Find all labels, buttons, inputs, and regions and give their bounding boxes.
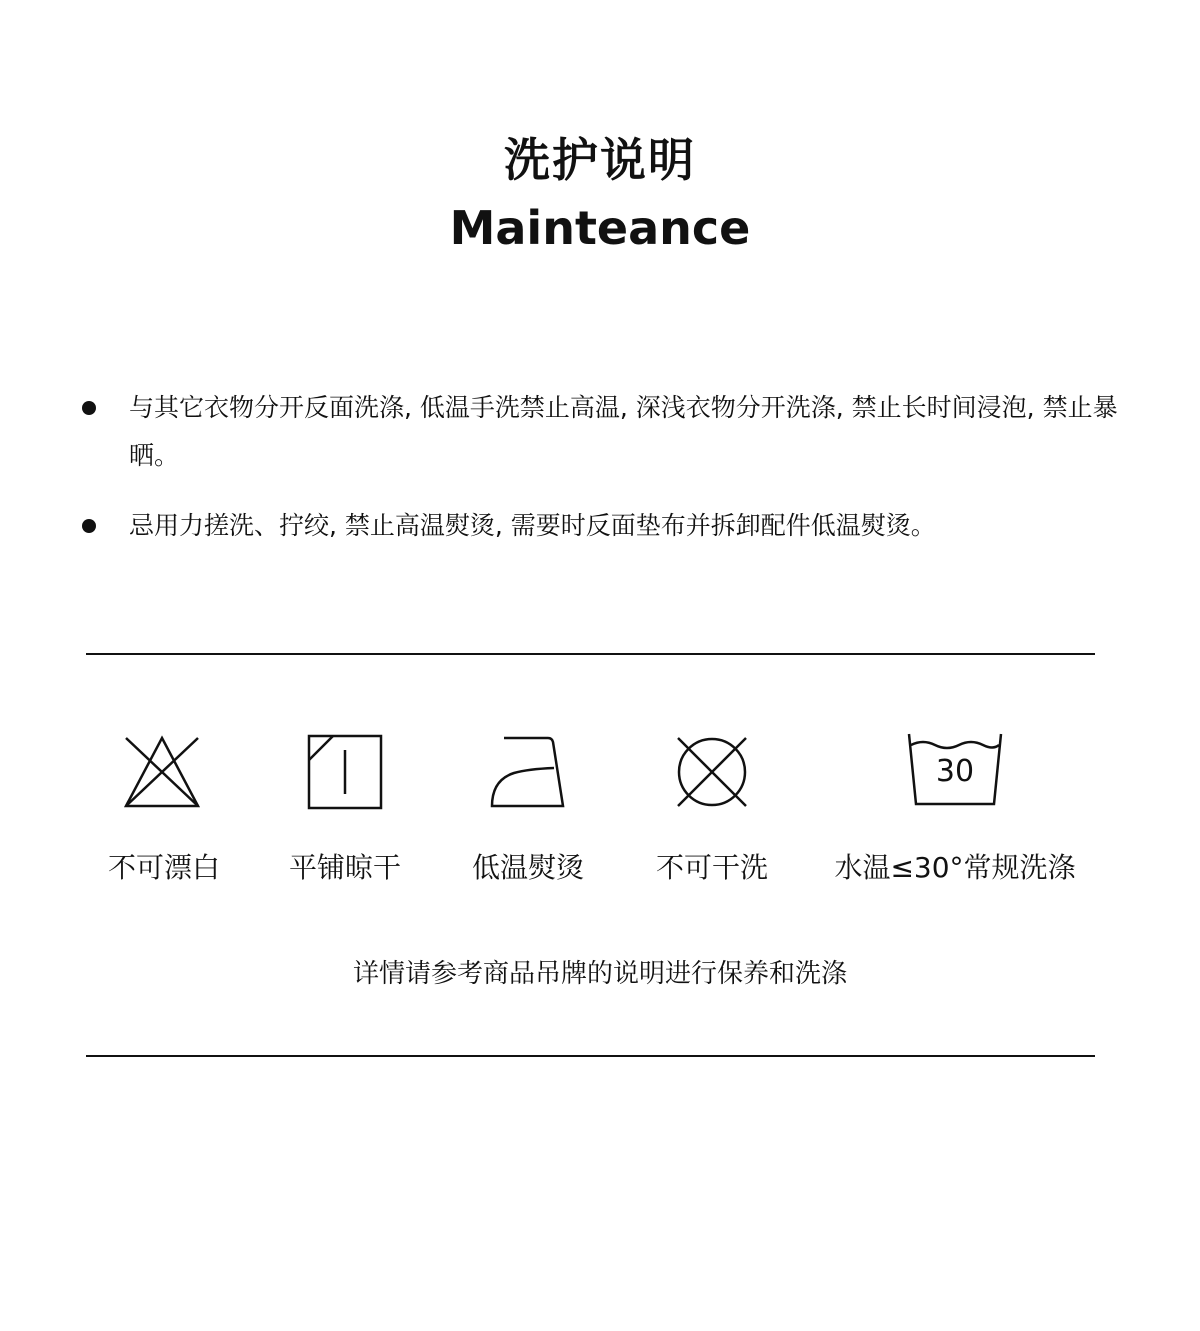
- wash-temperature-label: 30: [935, 754, 975, 789]
- bullet-dot-icon: [82, 401, 96, 415]
- page-title-cn: 洗护说明: [504, 133, 696, 187]
- low-heat-iron-icon: [488, 728, 568, 816]
- wash-30-icon: [904, 728, 1006, 816]
- no-bleach-icon: [120, 728, 204, 816]
- care-label-no-dry-clean: 不可干洗: [655, 851, 768, 884]
- instruction-text: 与其它衣物分开反面洗涤, 低温手洗禁止高温, 深浅衣物分开洗涤, 禁止长时间浸泡, 禁止暴晒。: [129, 393, 1118, 470]
- care-label-wash-30: 水温≤30°常规洗涤: [834, 851, 1076, 884]
- care-label-dry-flat: 平铺晾干: [288, 851, 401, 884]
- care-label-low-heat-iron: 低温熨烫: [471, 851, 584, 884]
- care-label-no-bleach: 不可漂白: [107, 851, 220, 884]
- instruction-list: [80, 384, 1120, 572]
- divider-top: [86, 653, 1095, 655]
- instruction-item: [80, 384, 1120, 480]
- no-dry-clean-icon: [674, 728, 750, 816]
- instruction-text: 忌用力搓洗、拧绞, 禁止高温熨烫, 需要时反面垫布并拆卸配件低温熨烫。: [129, 511, 936, 540]
- page-title-en: Mainteance: [449, 201, 751, 255]
- instruction-item: [80, 502, 1120, 550]
- footer-note: 详情请参考商品吊牌的说明进行保养和洗涤: [352, 959, 847, 989]
- dry-flat-icon: [306, 728, 384, 816]
- bullet-dot-icon: [82, 519, 96, 533]
- divider-bottom: [86, 1055, 1095, 1057]
